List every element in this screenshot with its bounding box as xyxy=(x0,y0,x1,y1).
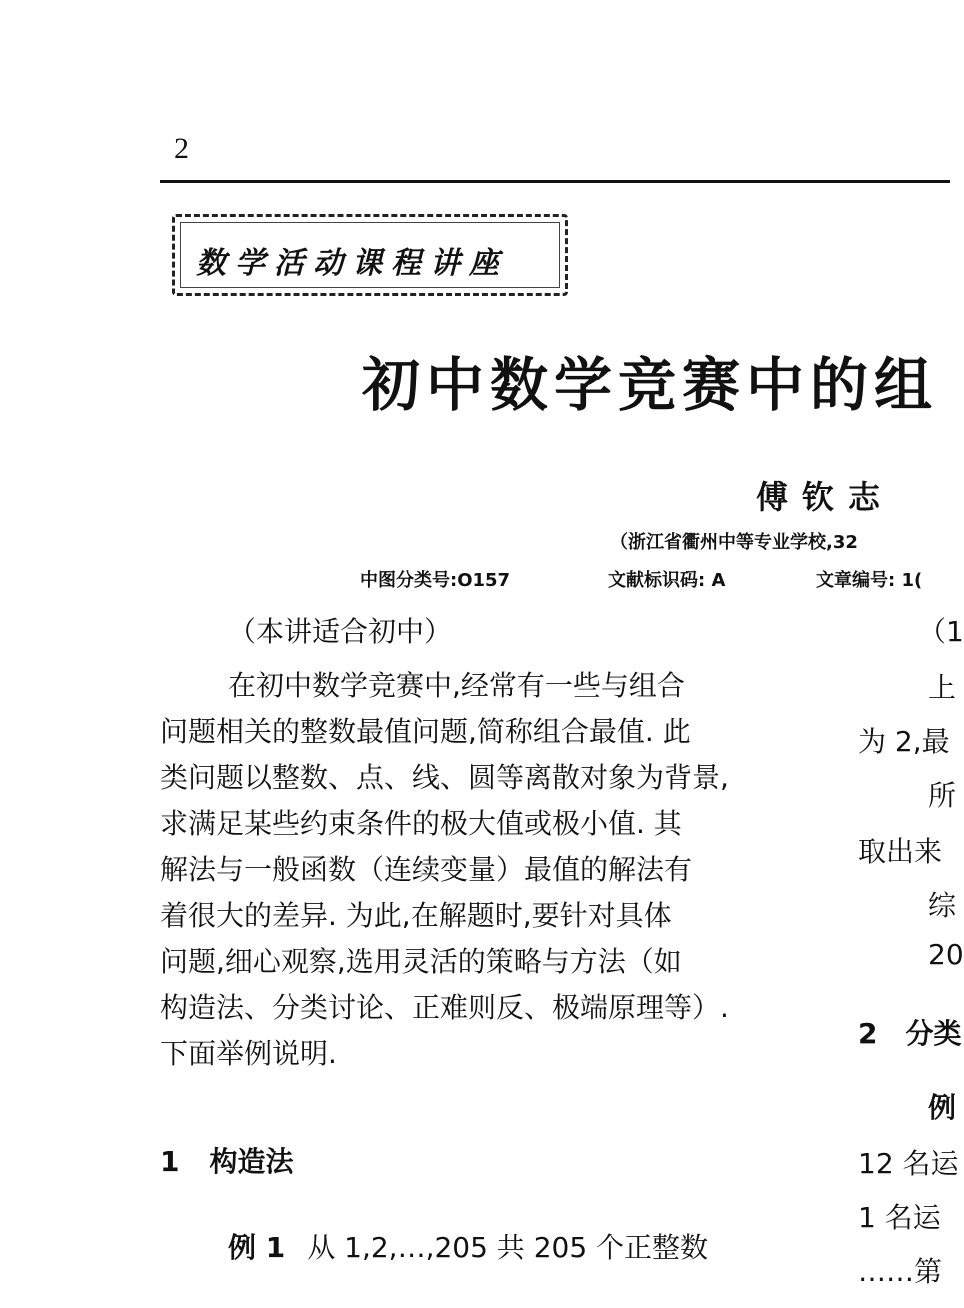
paragraph-line: 问题,细心观察,选用灵活的策略与方法（如 xyxy=(160,945,682,978)
paragraph-line: 下面举例说明. xyxy=(160,1037,337,1070)
right-column-line: 例 xyxy=(928,1091,957,1124)
right-column-line: 综 xyxy=(928,889,957,922)
right-column-line: 20 xyxy=(928,938,964,971)
paragraph-line: 构造法、分类讨论、正难则反、极端原理等）. xyxy=(160,991,729,1024)
example-text: 从 1,2,…,205 共 205 个正整数 xyxy=(307,1231,709,1264)
intro-paragraph xyxy=(160,664,800,1078)
example-label: 例 1 xyxy=(228,1231,286,1264)
article-title: 初中数学竞赛中的组 xyxy=(362,351,939,419)
paragraph-line: 着很大的差异. 为此,在解题时,要针对具体 xyxy=(160,899,672,932)
right-column-line: 所 xyxy=(928,779,957,812)
right-column-fragment xyxy=(858,610,964,1308)
paragraph-line: 问题相关的整数最值问题,简称组合最值. 此 xyxy=(160,715,691,748)
right-column-line: 上 xyxy=(928,671,957,704)
right-column-line: 2 分类 xyxy=(858,1017,962,1050)
classification-number: 中图分类号:O157 xyxy=(360,570,511,591)
example-1 xyxy=(228,1226,708,1266)
document-code: 文献标识码: A xyxy=(608,570,726,591)
affiliation: （浙江省衢州中等专业学校,32 xyxy=(610,532,858,553)
article-number: 文章编号: 1( xyxy=(816,570,923,591)
right-column-line: 为 2,最 xyxy=(858,725,950,758)
right-column-line: 1 名运 xyxy=(858,1201,941,1234)
paragraph-line: 解法与一般函数（连续变量）最值的解法有 xyxy=(160,853,693,886)
column-title: 数学活动课程讲座 xyxy=(196,246,508,281)
paragraph-line: 类问题以整数、点、线、圆等离散对象为背景, xyxy=(160,761,729,794)
right-column-line: ……第 xyxy=(858,1255,943,1288)
author: 傅钦志 xyxy=(756,478,895,516)
audience-note: （本讲适合初中） xyxy=(228,615,453,648)
section-number: 1 xyxy=(160,1145,180,1178)
right-column-line: 取出来 xyxy=(858,835,943,868)
section-title: 构造法 xyxy=(209,1145,294,1178)
page-number: 2 xyxy=(174,132,189,165)
paragraph-line: 在初中数学竞赛中,经常有一些与组合 xyxy=(228,669,685,702)
paragraph-line: 求满足某些约束条件的极大值或极小值. 其 xyxy=(160,807,682,840)
header-rule xyxy=(160,180,950,183)
right-column-line: 12 名运 xyxy=(858,1147,959,1180)
right-column-line: （1 xyxy=(918,615,964,648)
section-heading xyxy=(160,1140,294,1180)
